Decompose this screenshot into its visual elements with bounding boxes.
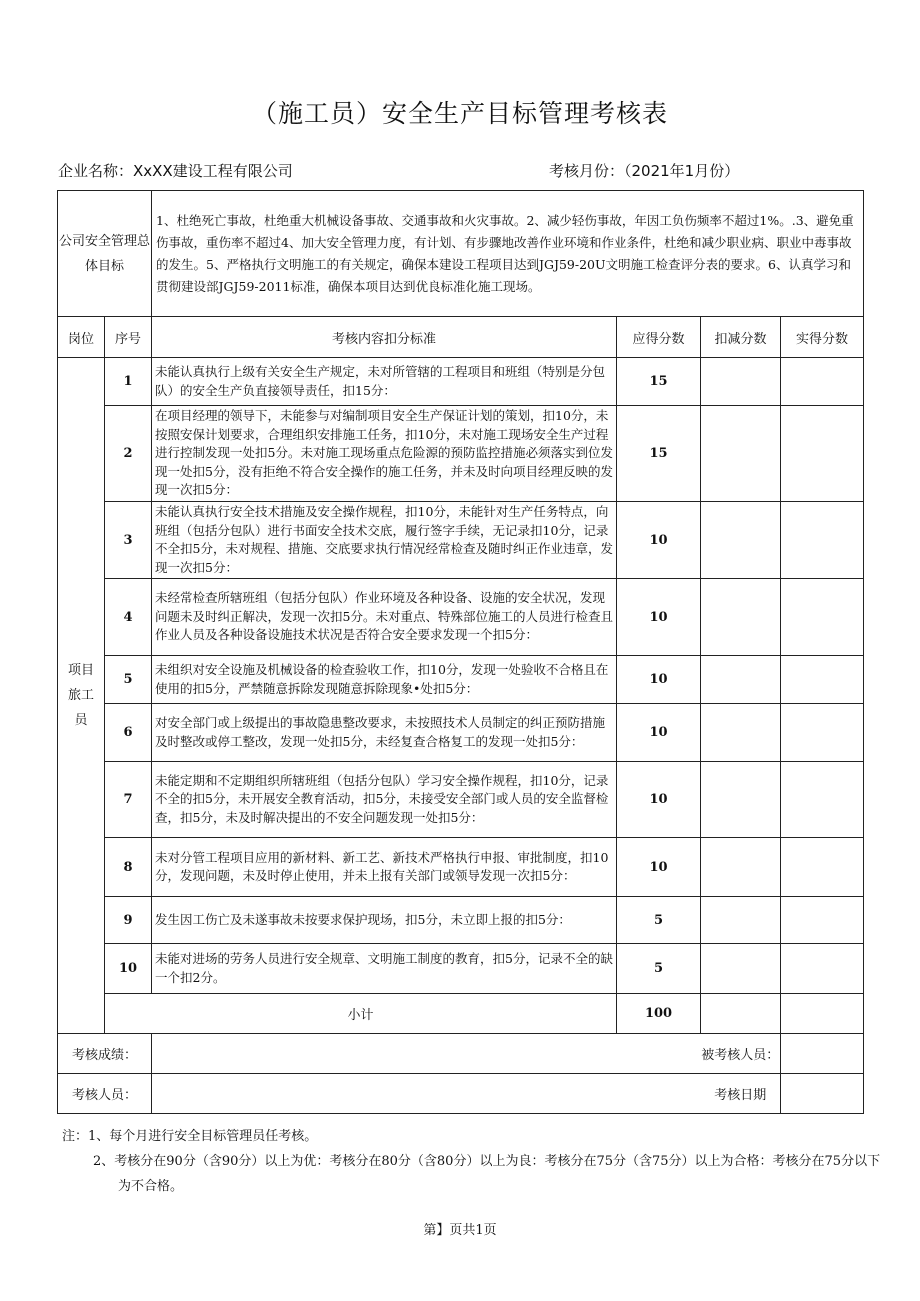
item-deduct-cell[interactable] (701, 838, 781, 897)
goal-text: 1、杜绝死亡事故，杜绝重大机械设备事故、交通事故和火灾事故。2、减少轻伤事故，年因工负伤频率不超过1%。.3、避免重伤事故，重伤率不超过4、加大安全管理力度，有计划、有步骤地改善作业环境和作业条件，杜绝和减少职业病、职业中毒事故的发生。5、严格执行文明施工的有关规定，确保本建设工程项目达到JGJ59-20U文明施工检查评分表的要求。6、认真学习和贯彻建设部JGJ59-2011标准，确保本项目达到优良标准化施工现场。 (152, 191, 864, 317)
subtotal-label: 小计 (105, 994, 617, 1034)
item-deduct-cell[interactable] (701, 656, 781, 704)
item-actual-cell[interactable] (781, 579, 864, 656)
item-content: 发生因工伤亡及未遂事故未按要求保护现场，扣5分，未立即上报的扣5分： (152, 897, 617, 944)
item-deduct-cell[interactable] (701, 406, 781, 502)
item-deduct-cell[interactable] (701, 579, 781, 656)
item-deduct-cell[interactable] (701, 897, 781, 944)
item-content: 未经常检查所辖班组（包括分包队）作业环境及各种设备、设施的安全状况，发现问题未及时纠正解决，发现一次扣5分。未对重点、特殊部位施工的人员进行检查且作业人员及各种设备设施技术状况是否符合安全要求发现一个扣5分： (152, 579, 617, 656)
item-due-score: 10 (617, 656, 701, 704)
item-seq: 9 (105, 897, 152, 944)
item-content: 对安全部门或上级提出的事故隐患整改要求，未按照技术人员制定的纠正预防措施及时整改或停工整改，发现一处扣5分，未经复查合格复工的发现一处扣5分： (152, 704, 617, 762)
header-actual-score: 实得分数 (781, 317, 864, 358)
score-field[interactable] (152, 1034, 701, 1074)
table-row (58, 704, 864, 762)
item-seq: 6 (105, 704, 152, 762)
header-deduct-score: 扣减分数 (701, 317, 781, 358)
footer-row (58, 1034, 864, 1074)
item-content: 未组织对安全设施及机械设备的检查验收工作，扣10分，发现一处验收不合格且在使用的扣5分，严禁随意拆除发现随意拆除现象•处扣5分： (152, 656, 617, 704)
table-row (58, 897, 864, 944)
item-due-score: 10 (617, 762, 701, 838)
item-deduct-cell[interactable] (701, 358, 781, 406)
table-row (58, 406, 864, 502)
examiner-label: 考核人员： (58, 1074, 152, 1114)
role-text: 项目旅工员 (67, 663, 94, 728)
role-label (58, 358, 105, 1034)
item-due-score: 10 (617, 579, 701, 656)
item-actual-cell[interactable] (781, 656, 864, 704)
goal-label: 公司安全管理总体目标 (58, 191, 152, 317)
subtotal-actual-cell[interactable] (781, 994, 864, 1034)
table-row (58, 944, 864, 994)
item-due-score: 5 (617, 944, 701, 994)
notes (62, 1124, 882, 1199)
item-seq: 10 (105, 944, 152, 994)
item-due-score: 15 (617, 358, 701, 406)
item-actual-cell[interactable] (781, 358, 864, 406)
item-content: 未能对进场的劳务人员进行安全规章、文明施工制度的教育，扣5分，记录不全的缺一个扣2分。 (152, 944, 617, 994)
item-seq: 1 (105, 358, 152, 406)
item-due-score: 5 (617, 897, 701, 944)
table-row (58, 656, 864, 704)
header-due-score: 应得分数 (617, 317, 701, 358)
item-seq: 8 (105, 838, 152, 897)
footer-row (58, 1074, 864, 1114)
item-seq: 5 (105, 656, 152, 704)
header-seq: 序号 (105, 317, 152, 358)
item-content: 未对分管工程项目应用的新材料、新工艺、新技术严格执行申报、审批制度，扣10分，发现问题，未及时停止使用，并未上报有关部门或领导发现一次扣5分： (152, 838, 617, 897)
examinee-field[interactable] (781, 1034, 864, 1074)
item-due-score: 15 (617, 406, 701, 502)
page-number: 第】页共1页 (423, 1223, 497, 1238)
table-row (58, 762, 864, 838)
item-actual-cell[interactable] (781, 838, 864, 897)
table-row (58, 502, 864, 579)
item-actual-cell[interactable] (781, 406, 864, 502)
item-due-score: 10 (617, 838, 701, 897)
item-seq: 2 (105, 406, 152, 502)
item-deduct-cell[interactable] (701, 762, 781, 838)
score-label: 考核成绩： (58, 1034, 152, 1074)
table-row (58, 838, 864, 897)
assessment-month: 考核月份：（2021年1月份） (549, 162, 740, 180)
assessment-table (57, 190, 864, 1114)
item-due-score: 10 (617, 502, 701, 579)
note-2: 2、考核分在90分（含90分）以上为优：考核分在80分（含80分）以上为良：考核分在75分（含75分）以上为合格：考核分在75分以下为不合格。 (93, 1154, 881, 1194)
examinee-label: 被考核人员： (701, 1034, 781, 1074)
item-actual-cell[interactable] (781, 944, 864, 994)
header-row (58, 317, 864, 358)
examiner-field[interactable] (152, 1074, 701, 1114)
item-deduct-cell[interactable] (701, 944, 781, 994)
item-seq: 4 (105, 579, 152, 656)
header-post: 岗位 (58, 317, 105, 358)
item-due-score: 10 (617, 704, 701, 762)
subtotal-deduct-cell[interactable] (701, 994, 781, 1034)
company-name: 企业名称：XxXX建设工程有限公司 (58, 162, 293, 180)
table-row (58, 358, 864, 406)
item-content: 未能定期和不定期组织所辖班组（包括分包队）学习安全操作规程，扣10分，记录不全的扣5分，未开展安全教育活动，扣5分，未接受安全部门或人员的安全监督检查，扣5分，未及时解决提出的不安全问题发现一处扣5分： (152, 762, 617, 838)
item-deduct-cell[interactable] (701, 502, 781, 579)
item-actual-cell[interactable] (781, 897, 864, 944)
item-seq: 3 (105, 502, 152, 579)
item-content: 未能认真执行上级有关安全生产规定，未对所管辖的工程项目和班组（特别是分包队）的安全生产负直接领导责任，扣15分： (152, 358, 617, 406)
item-actual-cell[interactable] (781, 502, 864, 579)
header-content: 考核内容扣分标准 (152, 317, 617, 358)
table-row (58, 579, 864, 656)
item-actual-cell[interactable] (781, 704, 864, 762)
goal-row (58, 191, 864, 317)
subtotal-row (58, 994, 864, 1034)
subtotal-value: 100 (617, 994, 701, 1034)
note-1: 注：1、每个月进行安全目标管理员任考核。 (62, 1129, 318, 1144)
date-label: 考核日期 (701, 1074, 781, 1114)
item-actual-cell[interactable] (781, 762, 864, 838)
item-deduct-cell[interactable] (701, 704, 781, 762)
item-content: 在项目经理的领导下，未能参与对编制项目安全生产保证计划的策划，扣10分，未按照安保计划要求，合理组织安排施工任务，扣10分，未对施工现场安全生产过程进行控制发现一处扣5分。未对施工现场重点危险源的预防监控措施必须落实到位发现一处扣5分，没有拒绝不符合安全操作的施工任务，并未及时向项目经理反映的发现一次扣5分： (152, 406, 617, 502)
item-seq: 7 (105, 762, 152, 838)
item-content: 未能认真执行安全技术措施及安全操作规程，扣10分，未能针对生产任务特点，向班组（包括分包队）进行书面安全技术交底，履行签字手续，无记录扣10分，记录不全扣5分，未对规程、措施、交底要求执行情况经常检查及随时纠正作业违章，发现一次扣5分： (152, 502, 617, 579)
date-field[interactable] (781, 1074, 864, 1114)
page-title: （施工员）安全生产目标管理考核表 (251, 99, 668, 128)
